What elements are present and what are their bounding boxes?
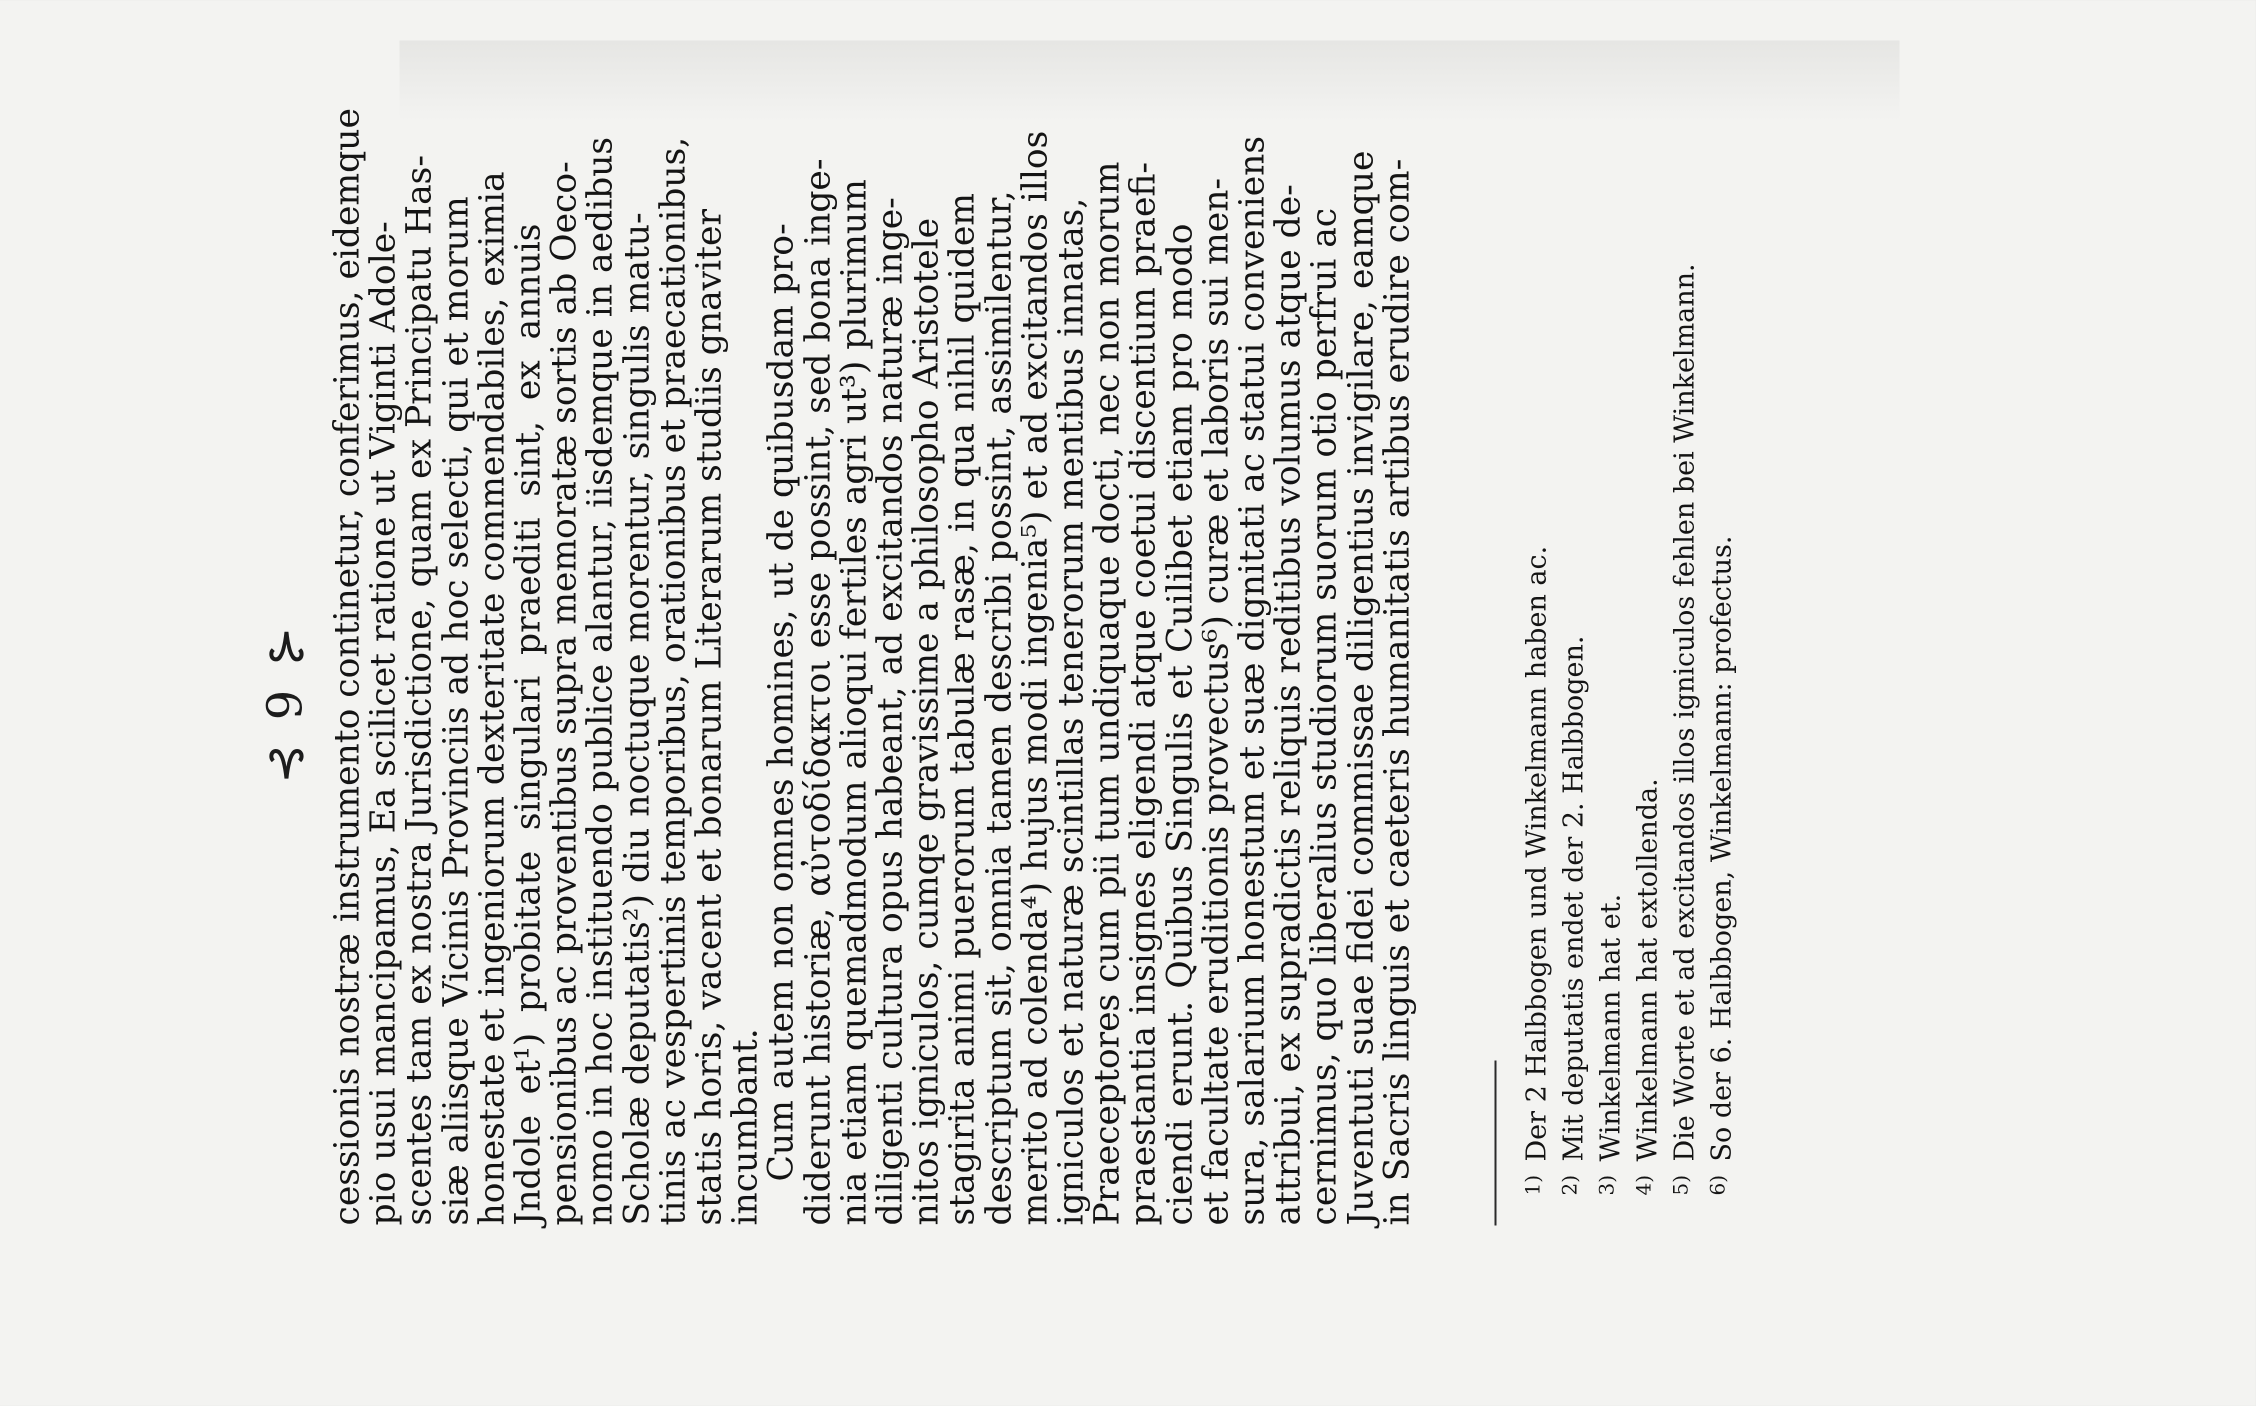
footnotes-list xyxy=(1517,196,1739,1196)
footnote xyxy=(1591,196,1628,1196)
footnote-marker: 3) xyxy=(1594,1174,1619,1196)
footnote xyxy=(1554,196,1591,1196)
footnote xyxy=(1702,196,1739,1196)
text-line: incumbant. xyxy=(725,1028,766,1226)
footnote-text: Winkelmann hat et. xyxy=(1595,893,1627,1162)
text-line: siæ aliisque Vicinis Provinciis ad hoc selecti, qui et morum xyxy=(436,196,477,1226)
text-line: nitos igniculos, cumqe gravissime a philosopho Aristotele xyxy=(906,217,947,1226)
show-through-shadow xyxy=(400,41,1900,121)
footnote-marker: 5) xyxy=(1668,1174,1693,1196)
footnote-text: Der 2 Halbbogen und Winkelmann haben ac. xyxy=(1521,545,1553,1162)
text-line: pensionibus ac proventibus supra memoratæ sortis ab Oeco- xyxy=(544,161,585,1226)
text-line: Praeceptores cum pii tum undiquaque docti, nec non morum xyxy=(1087,161,1128,1226)
text-line: nomo in hoc instituendo publice alantur, iisdemque in aedibus xyxy=(580,136,621,1226)
footnote-text: So der 6. Halbbogen, Winkelmann: profectus. xyxy=(1706,535,1738,1162)
text-line: diderunt historiæ, αὐτοδίδακτοι esse possint, sed bona inge- xyxy=(798,158,839,1226)
text-line: Cum autem non omnes homines, ut de quibusdam pro- xyxy=(761,223,802,1182)
text-line: honestate et ingeniorum dexteritate commendabiles, eximia xyxy=(472,171,513,1226)
text-line: igniculos et naturæ scintillas tenerorum mentibus innatas, xyxy=(1051,197,1092,1226)
footnote-marker: 4) xyxy=(1631,1174,1656,1196)
footnote xyxy=(1517,196,1554,1196)
text-line: statis horis, vacent et bonarum Literarum studiis gnaviter xyxy=(689,209,730,1226)
text-line: et facultate eruditionis provectus⁶) curæ et laboris sui men- xyxy=(1196,177,1237,1226)
text-line: cessionis nostræ instrumento continetur, conferimus, eidemque xyxy=(327,108,368,1226)
text-line: pio usui mancipamus, Ea scilicet ratione ut Viginti Adole- xyxy=(363,221,404,1226)
text-line: cernimus, quo liberalius studiorum suorum otio perfrui ac xyxy=(1304,207,1345,1226)
text-line: stagirita animi puerorum tabulæ rasæ, in qua nihil quidem xyxy=(942,192,983,1226)
footnote-text: Winkelmann hat extollenda. xyxy=(1632,778,1664,1162)
book-page xyxy=(0,1,2256,1406)
footnote-rule xyxy=(1495,1061,1497,1226)
text-line: merito ad colenda⁴) hujus modi ingenia⁵) et ad excitandos illos xyxy=(1015,130,1056,1226)
text-line: sura, salarium honestum et suæ dignitati ac statui conveniens xyxy=(1232,135,1273,1226)
text-line: descriptum sit, omnia tamen describi possint, assimilentur, xyxy=(979,190,1020,1226)
footnote-marker: 6) xyxy=(1705,1174,1730,1196)
footnote-text: Mit deputatis endet der 2. Halbbogen. xyxy=(1558,635,1590,1162)
text-line: diligenti cultura opus habeant, ad excitandos naturæ inge- xyxy=(870,197,911,1226)
footnote xyxy=(1665,196,1702,1196)
text-line: nia etiam quemadmodum alioqui fertiles agri ut³) plurimum xyxy=(834,179,875,1226)
page-number-header: ⊰ 9 ⊱ xyxy=(257,622,314,784)
text-line: ciendi erunt. Quibus Singulis et Cuilibet etiam pro modo xyxy=(1160,223,1201,1226)
text-line: tinis ac vespertinis temporibus, orationibus et praecationibus, xyxy=(653,136,694,1226)
text-line: scentes tam ex nostra Jurisdictione, quam ex Principatu Has- xyxy=(399,154,440,1226)
footnote-marker: 2) xyxy=(1557,1174,1582,1196)
text-line: Scholæ deputatis²) diu noctuque morentur, singulis matu- xyxy=(617,212,658,1226)
text-line: attribui, ex supradictis reliquis reditibus volumus atque de- xyxy=(1268,184,1309,1226)
footnote xyxy=(1628,196,1665,1196)
text-line: praestantia insignes eligendi atque coetui discentium praefi- xyxy=(1123,161,1164,1226)
body-text xyxy=(327,108,1418,1226)
text-line: Jndole et¹) probitate singulari praediti sint, ex annuis xyxy=(508,223,549,1226)
footnote-text: Die Worte et ad excitandos illos igniculos fehlen bei Winkelmann. xyxy=(1669,263,1701,1162)
text-line: in Sacris linguis et caeteris humanitatis artibus erudire com- xyxy=(1377,158,1418,1226)
footnote-marker: 1) xyxy=(1520,1174,1545,1196)
text-line: Juventuti suae fidei commissae diligentius invigilare, eamque xyxy=(1341,150,1382,1226)
